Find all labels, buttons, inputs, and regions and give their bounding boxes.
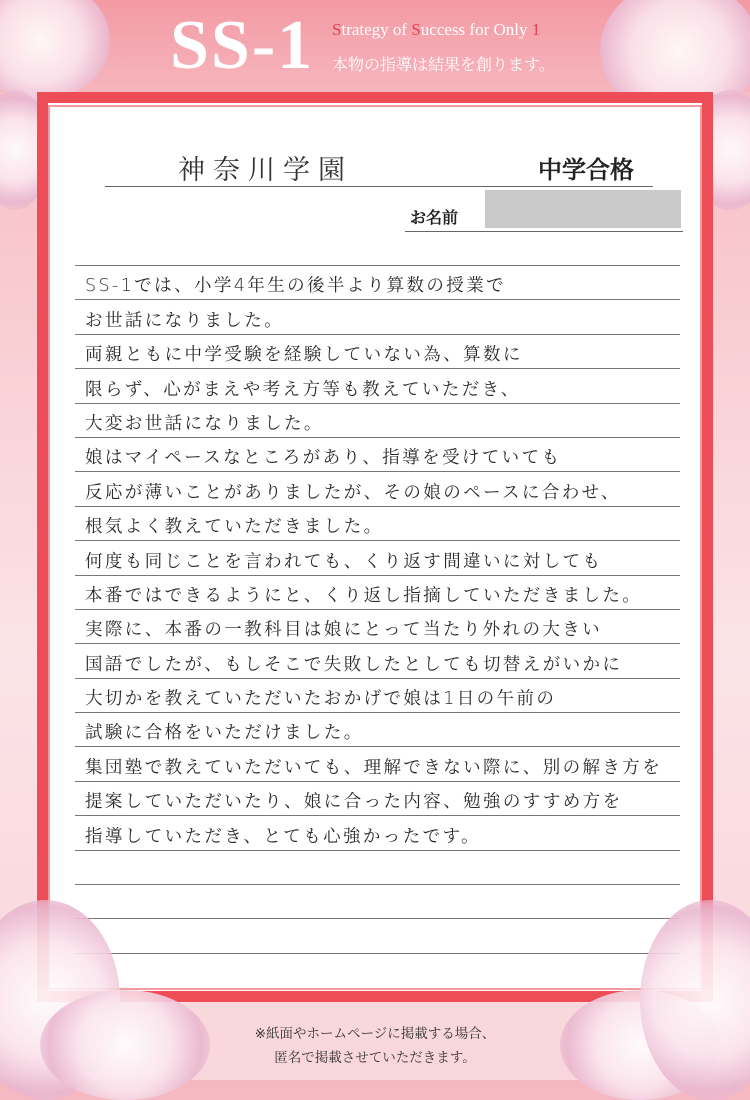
handwritten-text: 娘はマイペースなところがあり、指導を受けていても [85,448,562,469]
handwritten-text: 根気よく教えていただきました。 [85,517,384,538]
handwritten-text: 両親ともに中学受験を経験していない為、算数に [85,345,523,366]
handwritten-text: 試験に合格をいただけました。 [85,723,364,744]
tagline: Strategy of Success for Only 1 [332,20,541,39]
handwritten-text: 大変お世話になりました。 [85,413,324,434]
handwritten-text: SS-1では、小学4年生の後半より算数の授業で [85,276,506,297]
ruled-line [75,746,680,780]
name-label: お名前 [410,208,459,227]
ruled-line [75,884,680,918]
handwritten-text: 反応が薄いことがありましたが、その娘のペースに合わせ、 [85,482,621,503]
ruled-line [75,712,680,746]
ruled-line [75,437,680,471]
ruled-line [75,643,680,677]
footer-note: 匿名で掲載させていただきます。 [274,1050,476,1066]
cherry-blossom-decoration [40,990,210,1100]
handwritten-text: 大切かを教えていただいたおかげで娘は1日の午前の [85,689,557,710]
ruled-line [75,334,680,368]
divider [405,231,683,232]
ruled-line [75,368,680,402]
footer-note: ※紙面やホームページに掲載する場合、 [254,1026,496,1042]
ss1-logo: SS-1 [170,7,315,84]
handwritten-text: 集団塾で教えていただいても、理解できない際に、別の解き方を [85,757,663,778]
handwritten-text: 提案していただいたり、娘に合った内容、勉強のすすめ方を [85,792,623,813]
divider [105,186,653,187]
redacted-name [485,190,681,228]
ruled-line [75,815,680,849]
school-name: 神奈川学園 [178,155,353,186]
ruled-line [75,781,680,815]
handwritten-text: 指導していただき、とても心強かったです。 [85,826,481,847]
ruled-line [75,918,680,952]
ruled-line [75,609,680,643]
exam-result: 中学合格 [538,156,634,184]
ruled-line [75,265,680,299]
ruled-line [75,506,680,540]
ruled-line [75,403,680,437]
handwritten-text: 国語でしたが、もしそこで失敗したとしても切替えがいかに [85,654,623,675]
ruled-line [75,540,680,574]
ruled-line [75,850,680,884]
handwritten-text: お世話になりました。 [85,310,284,331]
subtitle: 本物の指導は結果を創ります。 [332,55,555,74]
handwritten-text: 何度も同じことを言われても、くり返す間違いに対しても [85,551,603,572]
handwritten-text: 限らず、心がまえや考え方等も教えていただき、 [85,379,521,400]
ruled-line [75,575,680,609]
ruled-line [75,678,680,712]
handwritten-text: 実際に、本番の一教科目は娘にとって当たり外れの大きい [85,620,603,641]
handwritten-text: 本番ではできるようにと、くり返し指摘していただきました。 [85,585,643,606]
ruled-line [75,471,680,505]
ruled-line [75,299,680,333]
ruled-line [75,953,680,954]
handwritten-message [75,265,680,954]
